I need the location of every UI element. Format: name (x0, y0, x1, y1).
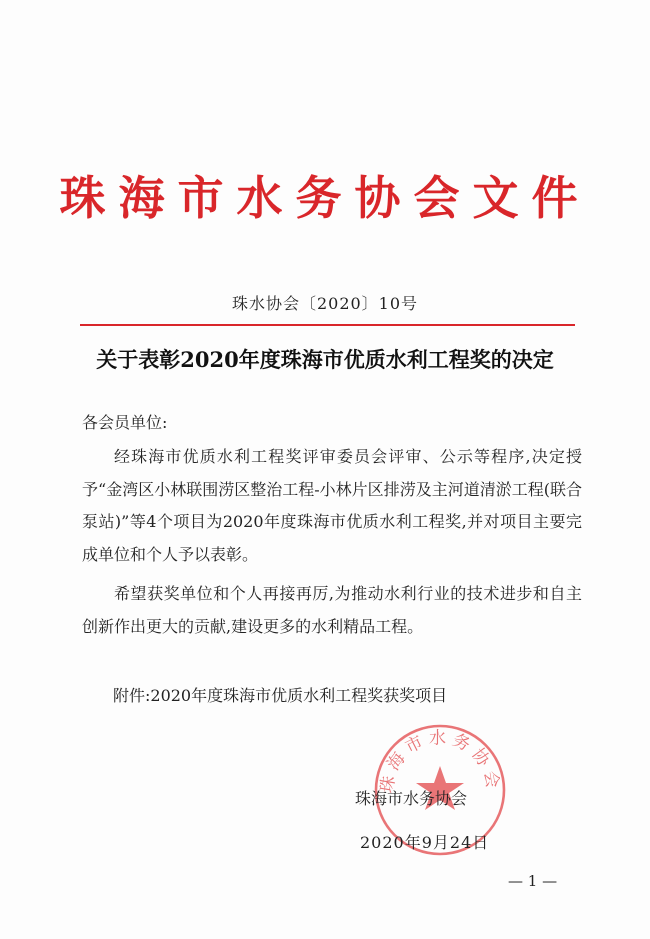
body-paragraph-2: 希望获奖单位和个人再接再厉,为推动水利行业的技术进步和自主创新作出更大的贡献,建设更多的水利精品工程。 (82, 584, 582, 636)
svg-text:珠海市水务协会: 珠海市水务协会 (377, 728, 503, 795)
red-divider-line (80, 324, 575, 326)
issue-date: 2020年9月24日 (360, 833, 490, 852)
page-number: — 1 — (508, 872, 558, 890)
decision-title: 关于表彰2020年度珠海市优质水利工程奖的决定 (96, 347, 554, 372)
salutation: 各会员单位: (82, 413, 168, 432)
body-paragraph-1: 经珠海市优质水利工程奖评审委员会评审、公示等程序,决定授予“金湾区小林联围涝区整治工程-小林片区排涝及主河道清淤工程(联合泵站)”等4个项目为2020年度珠海市优质水利工程奖,并对项目主要完成单位和个人予以表彰。 (82, 447, 582, 564)
attachment-line: 附件:2020年度珠海市优质水利工程奖获奖项目 (113, 686, 448, 705)
document-number: 珠水协会〔2020〕10号 (231, 294, 419, 313)
issuer-signature: 珠海市水务协会 (355, 789, 468, 808)
document-header-title: 珠海市水务协会文件 (59, 171, 591, 225)
